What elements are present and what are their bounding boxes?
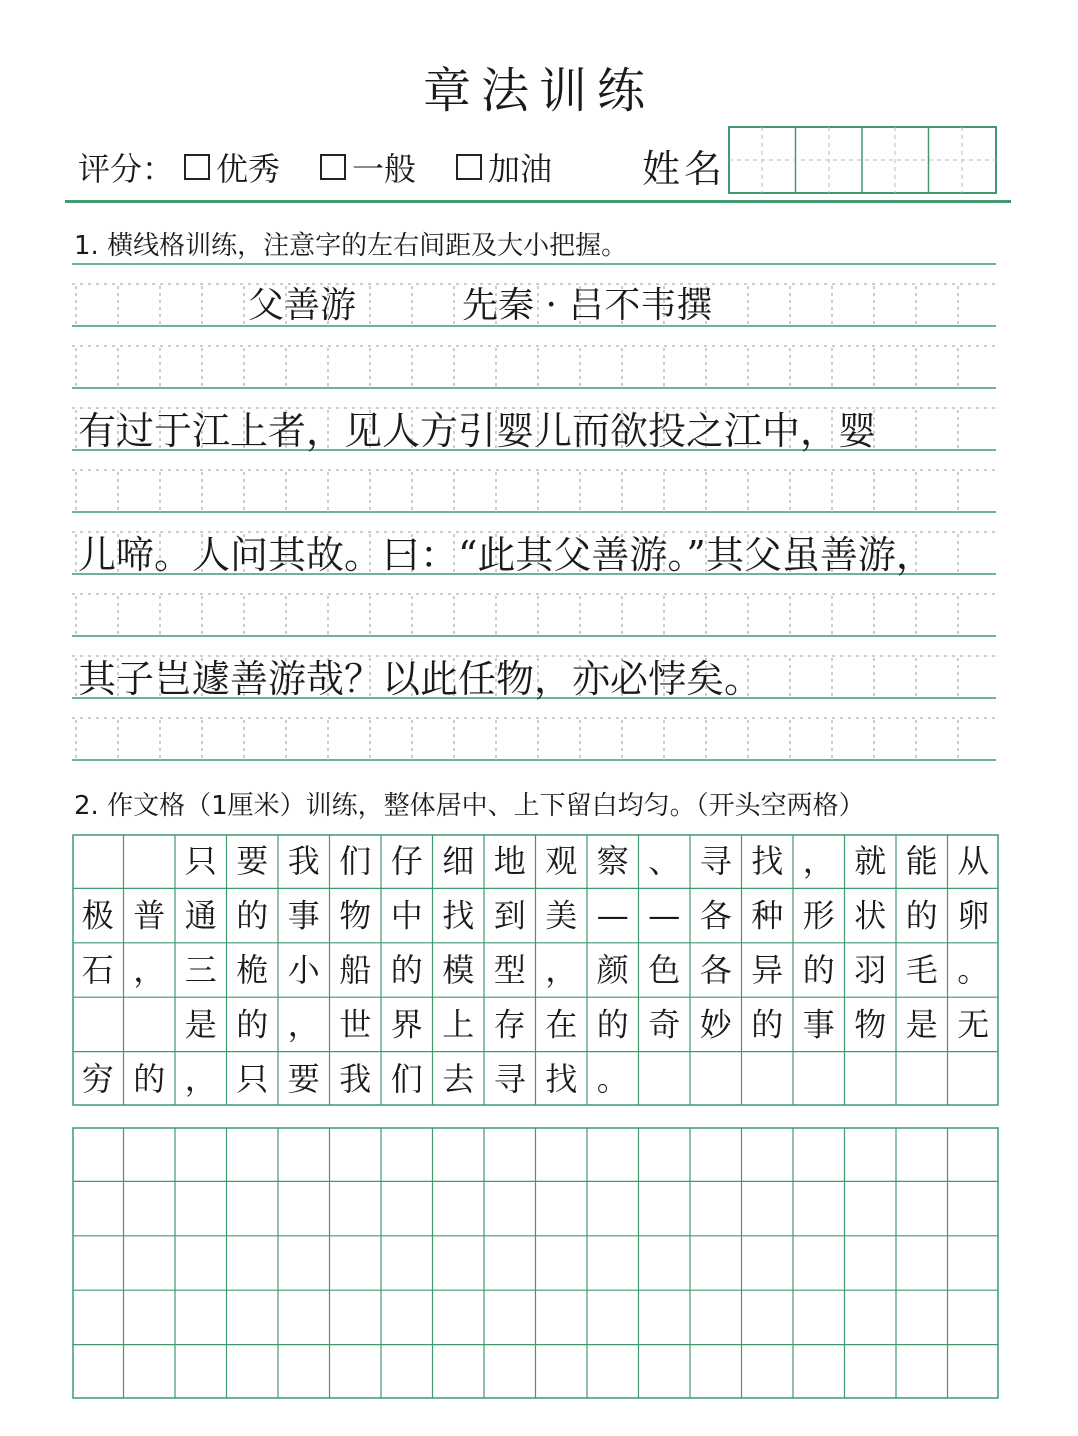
- section2-instruction: 2. 作文格（1厘米）训练，整体居中、上下留白均匀。（开头空两格）: [74, 791, 865, 821]
- grid-character: 的: [751, 1005, 784, 1044]
- grid-character: 就: [854, 842, 887, 881]
- grid-character: 种: [751, 896, 784, 935]
- grid-character: 我: [339, 1059, 372, 1098]
- grid-character: 去: [442, 1059, 475, 1098]
- grid-character: 穷: [81, 1059, 114, 1098]
- grid-character: 美: [545, 896, 578, 935]
- grid-character: 细: [442, 842, 475, 881]
- grid-character: 石: [81, 951, 114, 989]
- grid-character: 观: [545, 842, 578, 881]
- checkbox[interactable]: [320, 154, 346, 180]
- grid-character: 羽: [854, 951, 887, 989]
- grid-character: 界: [390, 1005, 423, 1044]
- grid-character: 奇: [648, 1005, 681, 1044]
- grid-character: ，: [802, 842, 835, 881]
- rating-option-label: 一般: [352, 150, 417, 188]
- grid-character: 。: [596, 1059, 629, 1098]
- poem-line-1: 有过于江上者，见人方引婴儿而欲投之江中，婴: [78, 409, 877, 453]
- grid-character: 小: [287, 951, 320, 989]
- grid-character: 。: [957, 951, 990, 989]
- grid-character: 形: [802, 896, 835, 935]
- name-field-grid[interactable]: [728, 126, 998, 194]
- grid-character: 要: [287, 1059, 320, 1098]
- grid-character: 是: [184, 1005, 217, 1044]
- grid-character: ，: [545, 951, 578, 989]
- grid-character: 的: [390, 951, 423, 989]
- grid-character: 无: [957, 1005, 990, 1044]
- grid-character: 、: [648, 842, 681, 881]
- grid-character: 们: [390, 1059, 423, 1098]
- name-label: 姓名: [642, 147, 727, 191]
- poem-line-3: 其子岂遽善游哉？以此任物，亦必悖矣。: [78, 657, 763, 701]
- grid-character: 找: [442, 896, 475, 935]
- grid-character: —: [648, 896, 681, 935]
- grid-character: ，: [184, 1059, 217, 1098]
- grid-character: 找: [751, 842, 784, 881]
- section1-instruction: 1. 横线格训练，注意字的左右间距及大小把握。: [74, 231, 628, 261]
- grid-character: —: [596, 896, 629, 935]
- grid-character: 极: [81, 896, 114, 935]
- grid-character: 是: [905, 1005, 938, 1044]
- grid-character: 存: [493, 1005, 526, 1044]
- grid-character: 的: [802, 951, 835, 989]
- rating-option-excellent[interactable]: [184, 144, 280, 190]
- grid-character: 找: [545, 1059, 578, 1098]
- grid-character: 通: [184, 896, 217, 935]
- grid-character: 事: [802, 1005, 835, 1044]
- grid-character: 到: [493, 896, 526, 935]
- grid-character: 物: [339, 896, 372, 935]
- blank-practice-grid[interactable]: [72, 1127, 1000, 1403]
- grid-character: 我: [287, 842, 320, 881]
- grid-character: 从: [957, 842, 990, 881]
- grid-character: 的: [236, 1005, 269, 1044]
- grid-character: 寻: [493, 1059, 526, 1098]
- grid-character: 们: [339, 842, 372, 881]
- grid-character: 中: [390, 896, 423, 935]
- rating-row: [78, 142, 592, 192]
- grid-character: 只: [184, 842, 217, 881]
- grid-character: 要: [236, 842, 269, 881]
- grid-character: 模: [442, 951, 475, 989]
- poem-line-2: 儿啼。人问其故。曰：“此其父善游。”其父虽善游，: [78, 533, 934, 577]
- grid-character: 物: [854, 1005, 887, 1044]
- composition-grid: [72, 834, 1000, 1110]
- grid-character: 毛: [905, 951, 938, 989]
- grid-character: 在: [545, 1005, 578, 1044]
- grid-character: 异: [751, 951, 784, 989]
- grid-character: 的: [596, 1005, 629, 1044]
- grid-character: 各: [699, 896, 732, 935]
- checkbox[interactable]: [456, 154, 482, 180]
- poem-author: 先秦 · 吕不韦撰: [462, 285, 713, 326]
- grid-character: 只: [236, 1059, 269, 1098]
- grid-character: 事: [287, 896, 320, 935]
- rating-option-label: 优秀: [216, 150, 281, 188]
- rating-option-average[interactable]: [320, 144, 416, 190]
- grid-character: 世: [339, 1005, 372, 1044]
- grid-character: 桅: [236, 951, 269, 989]
- grid-character: 察: [596, 842, 629, 881]
- grid-character: 船: [339, 951, 372, 989]
- page-title: 章法训练: [422, 63, 655, 119]
- grid-character: 仔: [390, 842, 423, 881]
- grid-character: 色: [648, 951, 681, 989]
- grid-character: ，: [133, 951, 166, 989]
- grid-character: 状: [854, 896, 887, 935]
- grid-character: 颜: [596, 951, 629, 989]
- grid-character: 三: [184, 951, 217, 989]
- grid-character: 普: [133, 896, 166, 935]
- grid-character: 各: [699, 951, 732, 989]
- grid-character: 能: [905, 842, 938, 881]
- rating-option-keep-going[interactable]: [456, 144, 552, 190]
- grid-character: 卵: [957, 896, 990, 935]
- grid-character: 的: [236, 896, 269, 935]
- grid-character: 型: [493, 951, 526, 989]
- grid-character: 妙: [699, 1005, 732, 1044]
- rating-option-label: 加油: [488, 150, 553, 188]
- rating-label: 评分：: [78, 150, 175, 188]
- grid-character: 寻: [699, 842, 732, 881]
- grid-character: 的: [133, 1059, 166, 1098]
- grid-character: 的: [905, 896, 938, 935]
- grid-character: 上: [442, 1005, 475, 1044]
- grid-character: ，: [287, 1005, 320, 1044]
- grid-character: 地: [493, 842, 526, 881]
- poem-title: 父善游: [248, 285, 357, 326]
- checkbox[interactable]: [184, 154, 210, 180]
- header-divider: [65, 200, 1011, 203]
